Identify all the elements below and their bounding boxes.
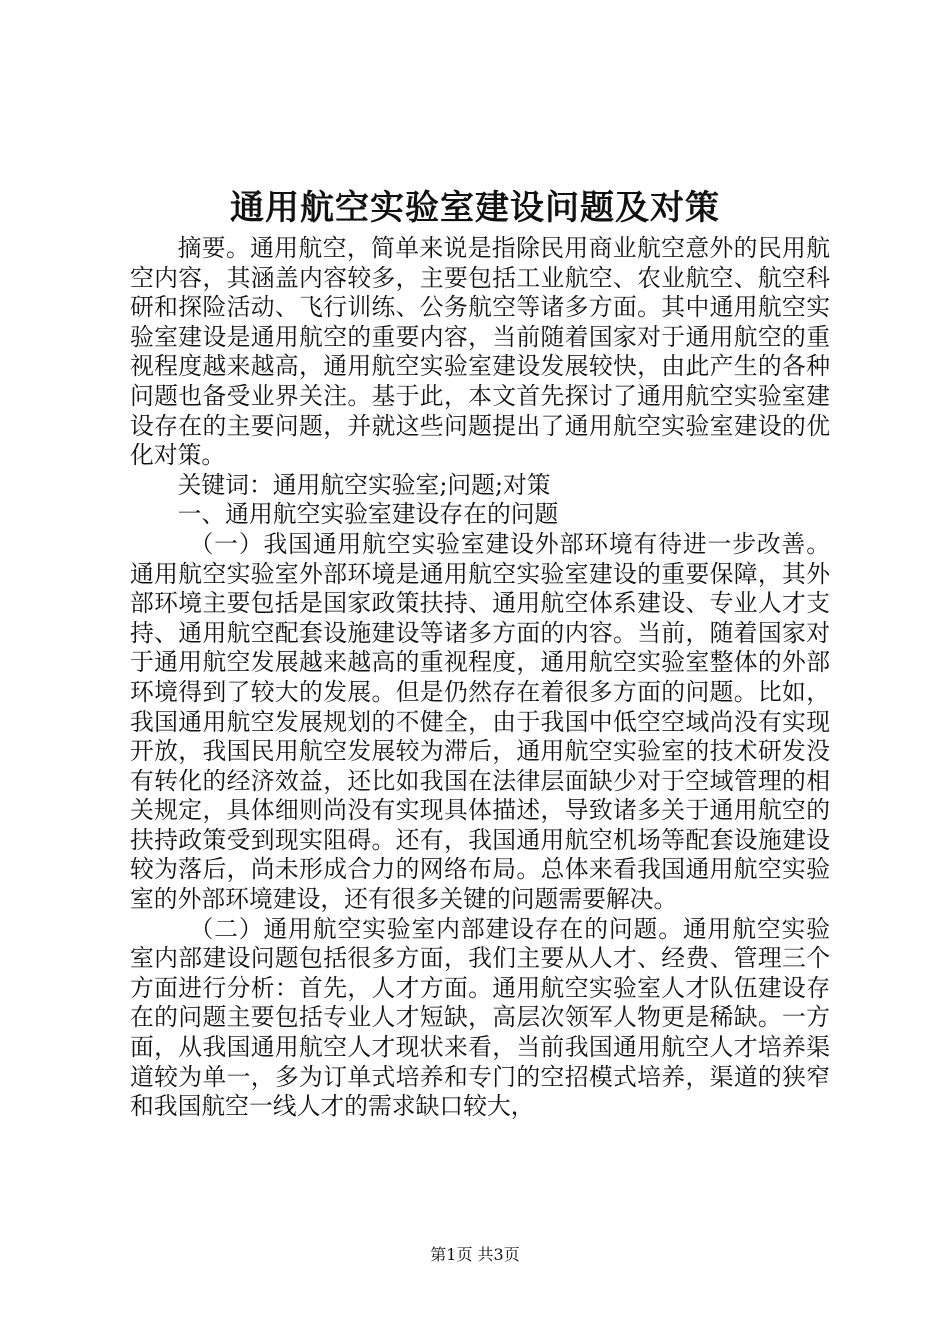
section-heading: 一、通用航空实验室建设存在的问题 — [177, 500, 559, 529]
document-body — [130, 234, 830, 1122]
subsection-paragraph-1: （一）我国通用航空实验室建设外部环境有待进一步改善。通用航空实验室外部环境是通用航空实验室建设的重要保障，其外部环境主要包括是国家政策扶持、通用航空体系建设、专业人才支持、通用航空配套设施建设等诸多方面的内容。当前，随着国家对于通用航空发展越来越高的重视程度，通用航空实验室整体的外部环境得到了较大的发展。但是仍然存在着很多方面的问题。比如，我国通用航空发展规划的不健全，由于我国中低空空域尚没有实现开放，我国民用航空发展较为滞后，通用航空实验室的技术研发没有转化的经济效益，还比如我国在法律层面缺少对于空域管理的相关规定，具体细则尚没有实现具体描述，导致诸多关于通用航空的扶持政策受到现实阻碍。还有，我国通用航空机场等配套设施建设较为落后，尚未形成合力的网络布局。总体来看我国通用航空实验室的外部环境建设，还有很多关键的问题需要解决。 — [130, 529, 830, 914]
keywords-paragraph: 关键词：通用航空实验室;问题;对策 — [177, 470, 551, 499]
abstract-paragraph: 摘要。通用航空，简单来说是指除民用商业航空意外的民用航空内容，其涵盖内容较多，主要包括工业航空、农业航空、航空科研和探险活动、飞行训练、公务航空等诸多方面。其中通用航空实验室建设是通用航空的重要内容，当前随着国家对于通用航空的重视程度越来越高，通用航空实验室建设发展较快，由此产生的各种问题也备受业界关注。基于此，本文首先探讨了通用航空实验室建设存在的主要问题，并就这些问题提出了通用航空实验室建设的优化对策。 — [130, 234, 830, 470]
document-title: 通用航空实验室建设问题及对策 — [230, 188, 720, 228]
subsection-paragraph-2: （二）通用航空实验室内部建设存在的问题。通用航空实验室内部建设问题包括很多方面，我们主要从人才、经费、管理三个方面进行分析：首先，人才方面。通用航空实验室人才队伍建设存在的问题主要包括专业人才短缺，高层次领军人物更是稀缺。一方面，从我国通用航空人才现状来看，当前我国通用航空人才培养渠道较为单一，多为订单式培养和专门的空招模式培养，渠道的狭窄和我国航空一线人才的需求缺口较大， — [130, 914, 830, 1121]
page-footer: 第1页 共3页 — [430, 1245, 520, 1264]
